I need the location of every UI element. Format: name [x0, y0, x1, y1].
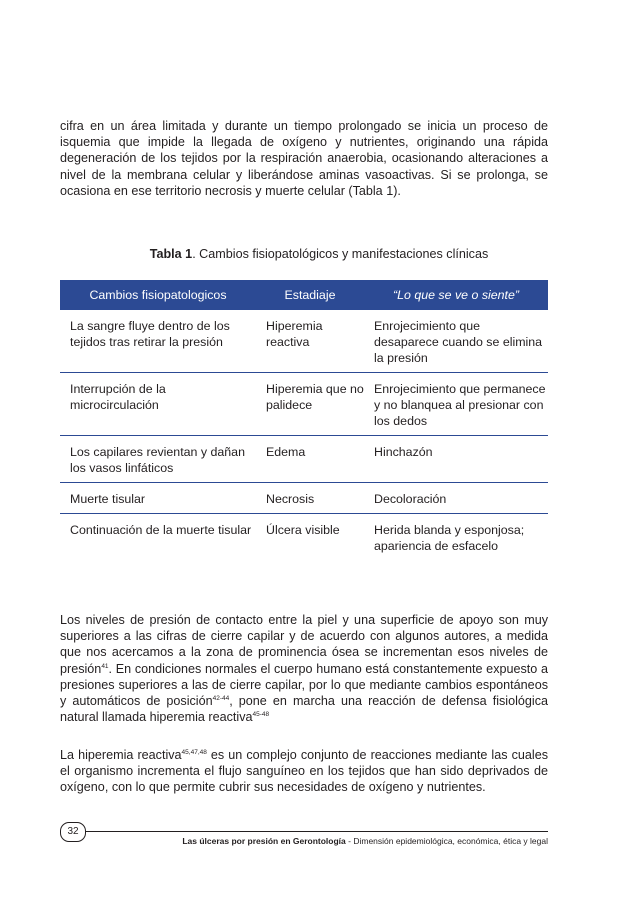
- table-header-row: [60, 280, 548, 310]
- table-cell: Los capilares revientan y dañan los vasos linfáticos: [60, 436, 256, 483]
- paragraph-text: . En condiciones normales el cuerpo humano está constantemente expuesto a presiones superiores a las de cierre capilar, por lo que mediante cambios espontáneos y automáticos de posición: [60, 661, 548, 709]
- header-cambios: Cambios fisiopatologicos: [60, 280, 256, 310]
- header-estadiaje: Estadiaje: [256, 280, 364, 310]
- body-paragraph-2: [60, 612, 548, 725]
- table-cell: Enrojecimiento que permanece y no blanquea al presionar con los dedos: [364, 373, 548, 436]
- table-cell: Herida blanda y esponjosa; apariencia de esfacelo: [374, 523, 525, 553]
- paragraph-text: es un complejo conjunto de reacciones mediante las cuales el organismo incrementa el flujo sanguíneo en los tejidos que han sido deprivados de oxígeno, con lo que permite cubrir sus necesidades de oxígeno y nutrientes.: [60, 748, 548, 795]
- table-cell: Edema: [256, 436, 364, 483]
- paragraph-text: La hiperemia reactiva: [60, 748, 182, 762]
- table-cell: La sangre fluye dentro de los tejidos tras retirar la presión: [60, 310, 256, 373]
- body-paragraph-1: cifra en un área limitada y durante un tiempo prolongado se inicia un proceso de isquemia que impide la llegada de oxígeno y nutrientes, originando una rápida degeneración de los tejidos por la respiración anaerobia, ocasionando alteraciones a nivel de la membrana celular y liberándose aminas vasoactivas. Si se prolonga, se ocasiona en ese territorio necrosis y muerte celular (Tabla 1).: [60, 119, 548, 198]
- reference-superscript: 45,47,48: [181, 749, 207, 756]
- table-caption-text: . Cambios fisiopatológicos y manifestaciones clínicas: [192, 247, 489, 261]
- paragraph-text: Los niveles de presión de contacto entre la piel y una superficie de apoyo son muy superiores a las cifras de cierre capilar y de acuerdo con algunos autores, a medida que nos acercamos a la zona de prominencia ósea se incrementan esos niveles de presión: [60, 613, 548, 676]
- footer-divider: [86, 831, 548, 832]
- page-number: 32: [60, 822, 86, 842]
- table-row: [60, 483, 548, 514]
- table-caption: [0, 246, 638, 262]
- table-cell: Úlcera visible: [266, 523, 340, 537]
- table-cell: Interrupción de la microcirculación: [60, 373, 256, 436]
- table-cell: Necrosis: [256, 483, 364, 514]
- table-cell: Muerte tisular: [60, 483, 256, 514]
- reference-superscript: 41: [101, 662, 109, 670]
- table-row: [60, 436, 548, 483]
- reference-superscript: 45-48: [252, 711, 270, 719]
- footer-running-title: [150, 836, 548, 847]
- table-row: [60, 373, 548, 436]
- table-cell: Hiperemia reactiva: [256, 310, 364, 373]
- pathophysiology-table: [60, 280, 548, 560]
- table-cell: Enrojecimiento que desaparece cuando se elimina la presión: [364, 310, 548, 373]
- table-caption-label: Tabla 1: [149, 247, 193, 261]
- body-paragraph-3: [60, 747, 548, 796]
- reference-superscript: 42-44: [212, 695, 230, 703]
- table-cell: Decoloración: [364, 483, 548, 514]
- footer-subtitle: - Dimensión epidemiológica, económica, ética y legal: [345, 836, 548, 846]
- table-row: [60, 514, 548, 561]
- table-cell: Hiperemia que no palidece: [256, 373, 364, 436]
- table-row: [60, 310, 548, 373]
- paragraph-text: , pone en marcha una reacción de defensa fisiológica natural llamada hiperemia reactiva: [60, 694, 548, 725]
- table-cell: Hinchazón: [364, 436, 548, 483]
- table-cell: Continuación de la muerte tisular: [70, 523, 252, 537]
- footer-book-title: Las úlceras por presión en Gerontología: [182, 836, 346, 846]
- header-lo-que-se-ve: “Lo que se ve o siente”: [364, 280, 548, 310]
